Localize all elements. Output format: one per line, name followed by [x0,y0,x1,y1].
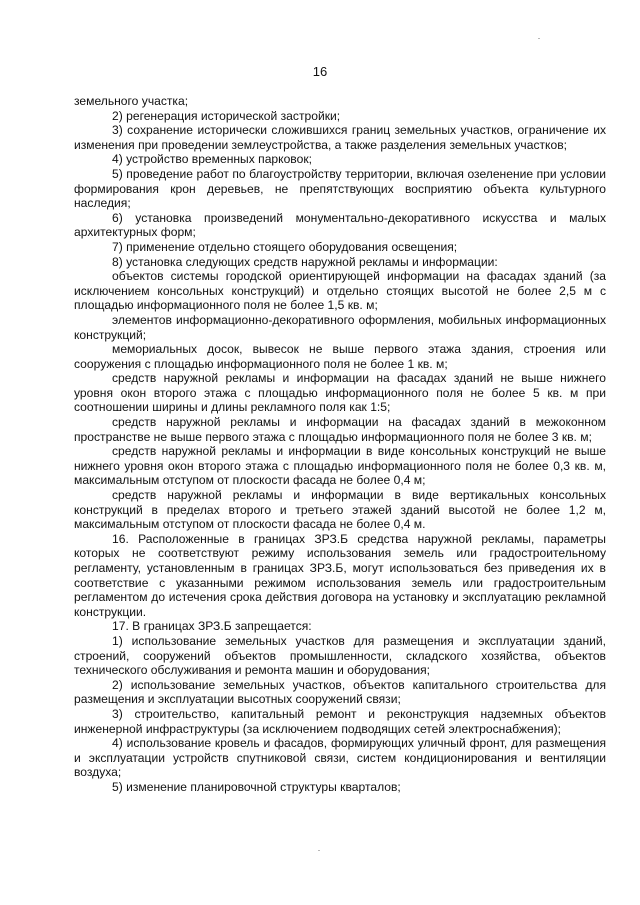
paragraph: 4) использование кровель и фасадов, формирующих уличный фронт, для размещения и эксплуатации устройств спутниковой связи, систем кондиционирования и вентиляции воздуха; [74,736,606,780]
paragraph: земельного участка; [74,94,189,108]
paragraph: 5) изменение планировочной структуры кварталов; [112,779,401,794]
paragraph: 3) сохранение исторически сложившихся границ земельных участков, ограничение их изменения при проведении землеустройства, а также разделения земельных участков; [74,123,606,152]
paragraph: 5) проведение работ по благоустройству территории, включая озеленение при условии формирования крон деревьев, не препятствующих восприятию объекта культурного наследия; [74,166,606,211]
paragraph: мемориальных досок, вывесок не выше первого этажа здания, строения или сооружения с площадью информационного поля не более 1 кв. м; [74,342,606,371]
paragraph: 6) установка произведений монументально-декоративного искусства и малых архитектурных форм; [74,210,606,240]
paragraph: 3) строительство, капитальный ремонт и реконструкция надземных объектов инженерной инфраструктуры (за исключением подводящих сетей электроснабжения); [74,706,606,736]
page-number: 16 [312,64,328,79]
paragraph: 16. Расположенные в границах ЗРЗ.Б средства наружной рекламы, параметры которых не соответствуют режиму использования земель или градостроительному регламенту, установленным в границах ЗРЗ.Б, могут использоваться без приведения их в соответствие с указанными режимом использования земель или градостроительным регламентом до истечения срока действия договора на установку и эксплуатацию рекламной конструкции. [74,531,606,619]
paragraph: средств наружной рекламы и информации на фасадах зданий не выше нижнего уровня окон второго этажа с площадью информационного поля не более 5 кв. м при соотношении ширины и длины рекламного поля как 1:5; [74,371,606,415]
paragraph: 2) использование земельных участков, объектов капитального строительства для размещения и эксплуатации высотных сооружений связи; [74,677,606,707]
paragraph: средств наружной рекламы и информации в виде вертикальных консольных конструкций в пределах второго и третьего этажей зданий высотой не более 1,2 м, максимальным отступом от плоскости фасада не более 0,4 м. [74,488,606,532]
scan-speck [538,38,540,39]
paragraph: объектов системы городской ориентирующей информации на фасадах зданий (за исключением консольных конструкций) и отдельно стоящих высотой не более 2,5 м с площадью информационного поля не более 1,5 кв. м; [74,269,606,313]
paragraph: 17. В границах ЗРЗ.Б запрещается: [112,619,312,634]
document-body [74,94,606,795]
paragraph: средств наружной рекламы и информации на фасадах зданий в межоконном пространстве не выше первого этажа с площадью информационного поля не более 3 кв. м; [74,415,606,444]
paragraph: 1) использование земельных участков для размещения и эксплуатации зданий, строений, сооружений объектов промышленности, складского хозяйства, объектов технического обслуживания и ремонта машин и оборудования; [74,633,606,678]
paragraph: 7) применение отдельно стоящего оборудования освещения; [112,239,458,254]
scan-speck [318,850,320,851]
paragraph: 4) устройство временных парковок; [112,152,312,167]
paragraph: средств наружной рекламы и информации в виде консольных конструкций не выше нижнего уровня окон второго этажа с площадью информационного поля не более 0,3 кв. м, максимальным отступом от плоскости фасада не более 0,4 м; [74,444,606,488]
paragraph: 8) установка следующих средств наружной рекламы и информации: [112,254,498,269]
paragraph: элементов информационно-декоративного оформления, мобильных информационных конструкций; [74,312,606,342]
paragraph: 2) регенерация исторической застройки; [112,108,341,123]
